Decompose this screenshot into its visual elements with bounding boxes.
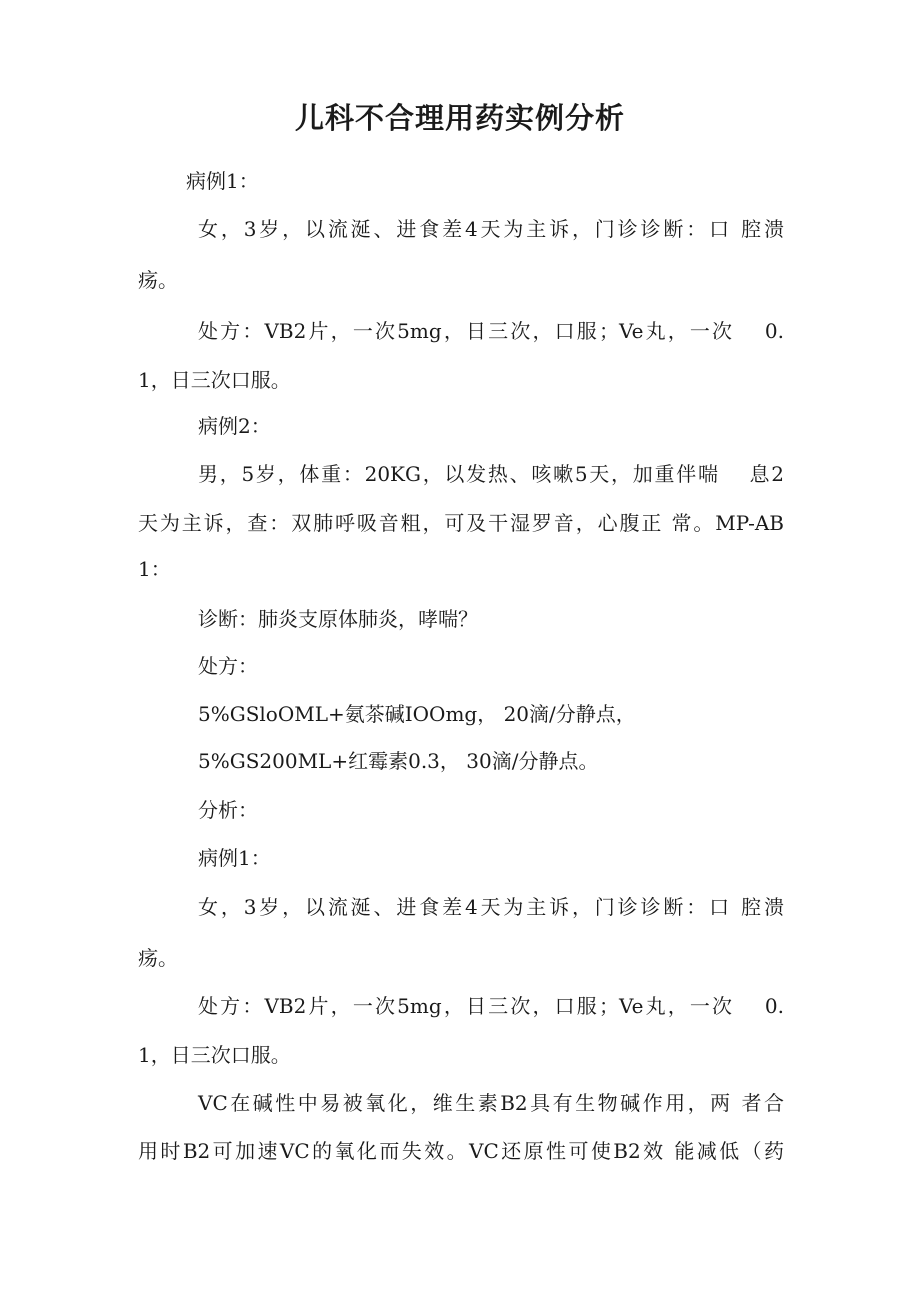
document-title: 儿科不合理用药实例分析 [294, 101, 625, 135]
text-line: 处方：VB2片，一次5mg，日三次，口服；Ve丸，一次 0. [198, 319, 784, 343]
text-line: 1，日三次口服。 [138, 368, 291, 392]
text-line: 天为主诉，查：双肺呼吸音粗，可及干湿罗音，心腹正 常。MP-AB [138, 511, 784, 535]
text-line: 处方： [198, 654, 258, 678]
text-line: 病例2： [198, 414, 271, 438]
text-line: 5%GSloOML+氨茶碱IOOmg， 20滴/分静点， [198, 702, 636, 726]
text-line: 疡。 [138, 946, 178, 970]
text-line: 1： [138, 557, 171, 581]
text-line: 疡。 [138, 268, 178, 292]
text-line: 1，日三次口服。 [138, 1043, 291, 1067]
text-line: 诊断：肺炎支原体肺炎，哮喘？ [198, 607, 478, 631]
text-line: 女，3岁，以流涎、进食差4天为主诉，门诊诊断：口 腔溃 [198, 895, 784, 919]
text-line: VC在碱性中易被氧化，维生素B2具有生物碱作用，两 者合 [198, 1091, 784, 1115]
text-line: 处方：VB2片，一次5mg，日三次，口服；Ve丸，一次 0. [198, 994, 784, 1018]
text-line: 用时B2可加速VC的氧化而失效。VC还原性可使B2效 能减低（药 [138, 1139, 784, 1163]
text-line: 病例1： [186, 169, 259, 193]
text-line: 5%GS200ML+红霉素0.3， 30滴/分静点。 [198, 749, 599, 773]
text-line: 男，5岁，体重：20KG，以发热、咳嗽5天，加重伴喘 息2 [198, 462, 784, 486]
text-line: 病例1： [198, 846, 271, 870]
text-line: 分析： [198, 798, 258, 822]
text-line: 女，3岁，以流涎、进食差4天为主诉，门诊诊断：口 腔溃 [198, 217, 784, 241]
